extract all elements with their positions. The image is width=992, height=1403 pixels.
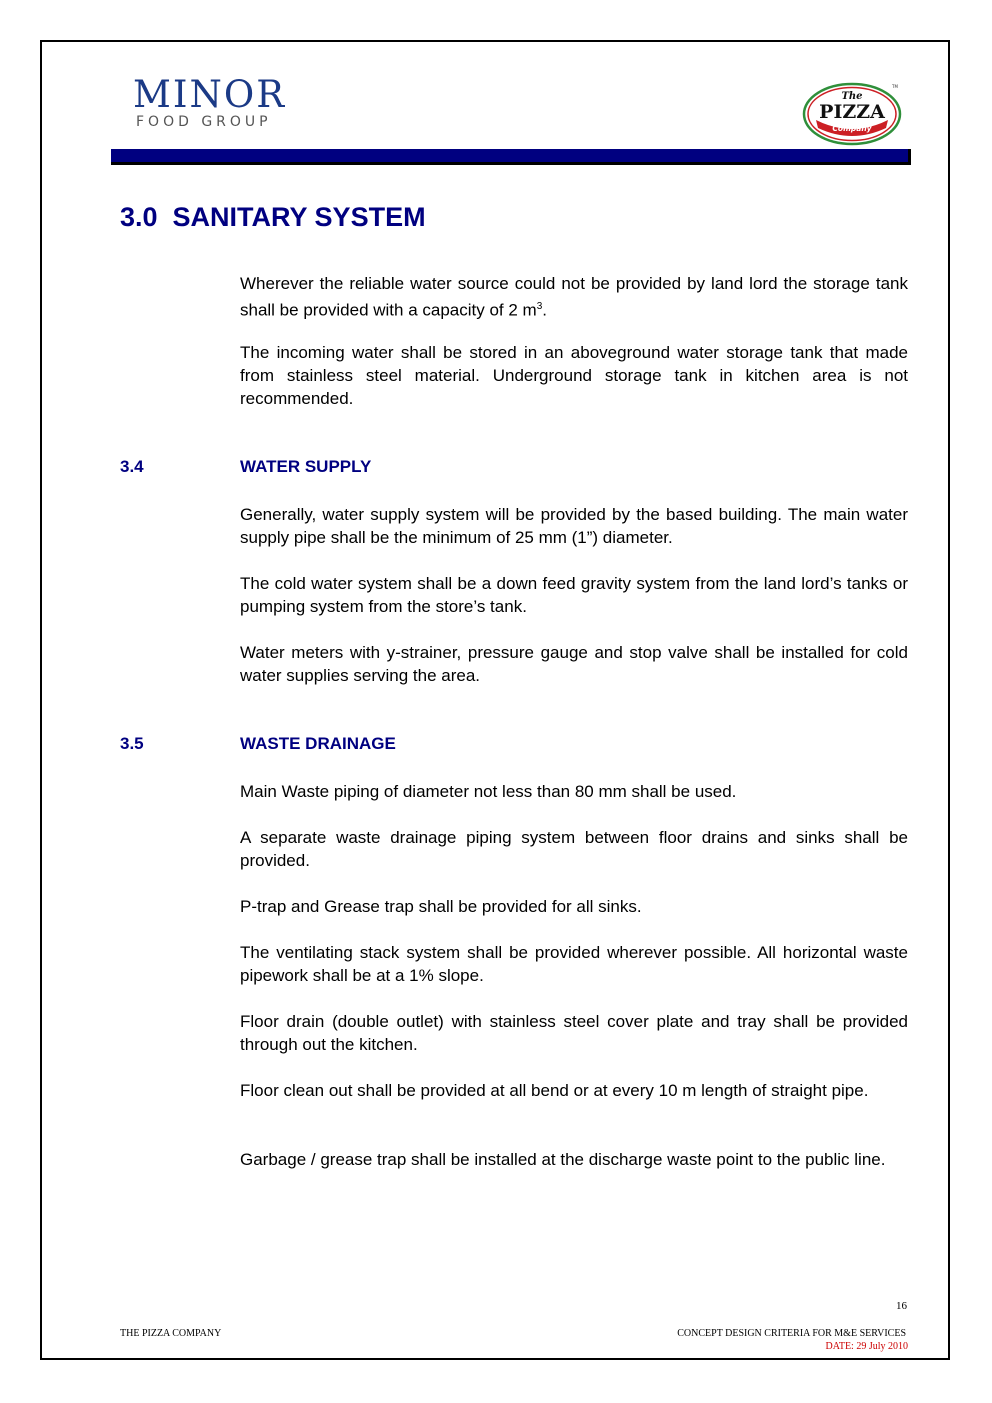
- logo-the-text: The: [841, 91, 863, 102]
- logo-food-group-text: FOOD GROUP: [136, 114, 272, 130]
- logo-company-text: Company: [832, 124, 872, 133]
- intro-paragraph-2: The incoming water shall be stored in an aboveground water storage tank that made from stainless steel material. Underground storage tank in kitchen area is not recommended.: [240, 343, 908, 408]
- intro-paragraph-1: [240, 272, 908, 322]
- subsection-number-3-5: 3.5: [120, 734, 144, 753]
- page-number: 16: [896, 1300, 907, 1312]
- waste-drainage-paragraph: P-trap and Grease trap shall be provided for all sinks.: [240, 897, 642, 916]
- section-title: 3.0 SANITARY SYSTEM: [120, 202, 426, 232]
- header-divider-bar: [111, 149, 911, 165]
- footer-company: THE PIZZA COMPANY: [120, 1328, 222, 1339]
- subsection-heading-water-supply: WATER SUPPLY: [240, 457, 372, 476]
- waste-drainage-paragraph: Main Waste piping of diameter not less than 80 mm shall be used.: [240, 782, 737, 801]
- pizza-company-logo: [802, 80, 906, 146]
- water-supply-paragraph: The cold water system shall be a down feed gravity system from the land lord’s tanks or pumping system from the store’s tank.: [240, 574, 908, 616]
- footer-date: DATE: 29 July 2010: [825, 1341, 908, 1352]
- waste-drainage-paragraph: Garbage / grease trap shall be installed at the discharge waste point to the public line.: [240, 1150, 886, 1169]
- waste-drainage-paragraph: The ventilating stack system shall be provided wherever possible. All horizontal waste pipework shall be at a 1% slope.: [240, 943, 908, 985]
- waste-drainage-paragraph: Floor clean out shall be provided at all bend or at every 10 m length of straight pipe.: [240, 1081, 869, 1100]
- water-supply-paragraph: Generally, water supply system will be provided by the based building. The main water supply pipe shall be the minimum of 25 mm (1”) diameter.: [240, 505, 908, 547]
- intro-paragraph-1-text: Wherever the reliable water source could not be provided by land lord the storage tank shall be provided with a capacity of 2 m: [240, 274, 908, 320]
- logo-pizza-text: PIZZA: [819, 101, 885, 123]
- logo-minor-text: MINOR: [133, 73, 287, 116]
- footer-document-title: CONCEPT DESIGN CRITERIA FOR M&E SERVICES: [677, 1328, 906, 1339]
- minor-food-group-logo: [133, 73, 303, 130]
- waste-drainage-paragraph: Floor drain (double outlet) with stainless steel cover plate and tray shall be provided through out the kitchen.: [240, 1012, 908, 1054]
- waste-drainage-paragraph: A separate waste drainage piping system between floor drains and sinks shall be provided.: [240, 828, 908, 870]
- header-bar-fill: [111, 149, 908, 162]
- subsection-heading-waste-drainage: WASTE DRAINAGE: [240, 734, 396, 753]
- subsection-number-3-4: 3.4: [120, 457, 144, 476]
- logo-trademark: TM: [892, 84, 898, 89]
- intro-paragraph-1-suffix: .: [542, 300, 548, 320]
- superscript-3: 3: [536, 301, 543, 312]
- water-supply-paragraph: Water meters with y-strainer, pressure gauge and stop valve shall be installed for cold water supplies serving the area.: [240, 643, 908, 685]
